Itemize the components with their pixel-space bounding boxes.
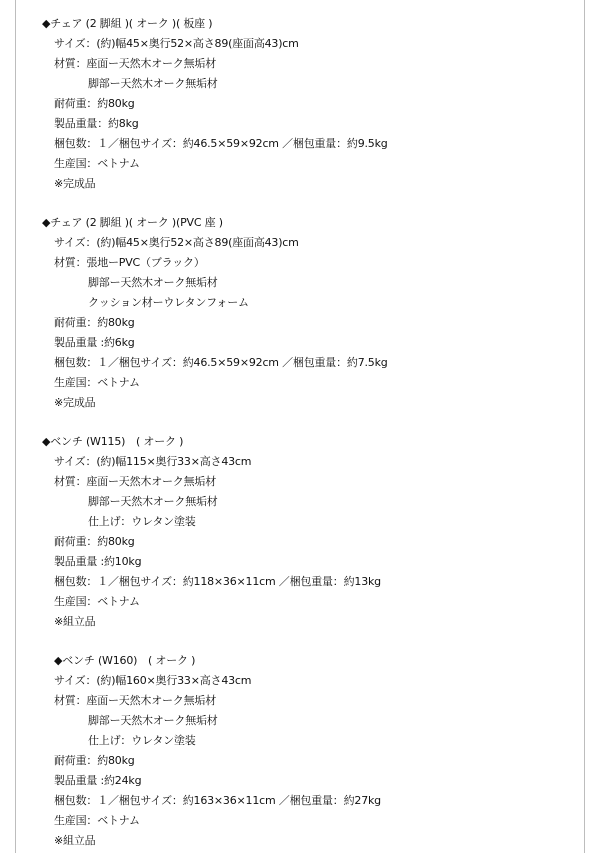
product-weight: 製品重量 :約10kg xyxy=(54,555,142,568)
material-line: クッション材ーウレタンフォーム xyxy=(88,296,249,309)
package-info: 梱包数：１／梱包サイズ：約163×36×11cm ／梱包重量：約27kg xyxy=(54,794,381,807)
page-frame-right xyxy=(584,0,585,853)
product-weight: 製品重量：約8kg xyxy=(54,117,139,130)
section-title: ◆ベンチ (W160) ( オーク ) xyxy=(54,654,196,667)
size-spec: サイズ：(約)幅45×奥行52×高さ89(座面高43)cm xyxy=(54,236,299,249)
assembly-note: ※組立品 xyxy=(54,615,96,628)
load-capacity: 耐荷重：約80kg xyxy=(54,754,135,767)
section-title: ◆ベンチ (W115) ( オーク ) xyxy=(42,435,184,448)
material-line: 脚部ー天然木オーク無垢材 xyxy=(88,276,218,289)
size-spec: サイズ：(約)幅115×奥行33×高さ43cm xyxy=(54,455,252,468)
product-weight: 製品重量 :約6kg xyxy=(54,336,135,349)
section-title: ◆チェア (2 脚組 )( オーク )(PVC 座 ) xyxy=(42,216,223,229)
material-spec: 材質：張地ーPVC（ブラック） xyxy=(54,256,205,269)
package-info: 梱包数：１／梱包サイズ：約46.5×59×92cm ／梱包重量：約7.5kg xyxy=(54,356,388,369)
material-line: 脚部ー天然木オーク無垢材 xyxy=(88,495,218,508)
size-spec: サイズ：(約)幅45×奥行52×高さ89(座面高43)cm xyxy=(54,37,299,50)
section-title: ◆チェア (2 脚組 )( オーク )( 板座 ) xyxy=(42,17,213,30)
size-spec: サイズ：(約)幅160×奥行33×高さ43cm xyxy=(54,674,252,687)
country-of-origin: 生産国：ベトナム xyxy=(54,376,140,389)
material-line: 脚部ー天然木オーク無垢材 xyxy=(88,77,218,90)
page-frame-left xyxy=(15,0,16,853)
country-of-origin: 生産国：ベトナム xyxy=(54,157,140,170)
package-info: 梱包数：１／梱包サイズ：約118×36×11cm ／梱包重量：約13kg xyxy=(54,575,381,588)
assembly-note: ※完成品 xyxy=(54,396,96,409)
assembly-note: ※完成品 xyxy=(54,177,96,190)
load-capacity: 耐荷重：約80kg xyxy=(54,316,135,329)
material-spec: 材質：座面ー天然木オーク無垢材 xyxy=(54,694,216,707)
assembly-note: ※組立品 xyxy=(54,834,96,847)
product-weight: 製品重量 :約24kg xyxy=(54,774,142,787)
material-line: 脚部ー天然木オーク無垢材 xyxy=(88,714,218,727)
load-capacity: 耐荷重：約80kg xyxy=(54,535,135,548)
country-of-origin: 生産国：ベトナム xyxy=(54,595,140,608)
country-of-origin: 生産国：ベトナム xyxy=(54,814,140,827)
material-spec: 材質：座面ー天然木オーク無垢材 xyxy=(54,57,216,70)
load-capacity: 耐荷重：約80kg xyxy=(54,97,135,110)
material-spec: 材質：座面ー天然木オーク無垢材 xyxy=(54,475,216,488)
package-info: 梱包数：１／梱包サイズ：約46.5×59×92cm ／梱包重量：約9.5kg xyxy=(54,137,388,150)
material-line: 仕上げ：ウレタン塗装 xyxy=(88,515,196,528)
material-line: 仕上げ：ウレタン塗装 xyxy=(88,734,196,747)
